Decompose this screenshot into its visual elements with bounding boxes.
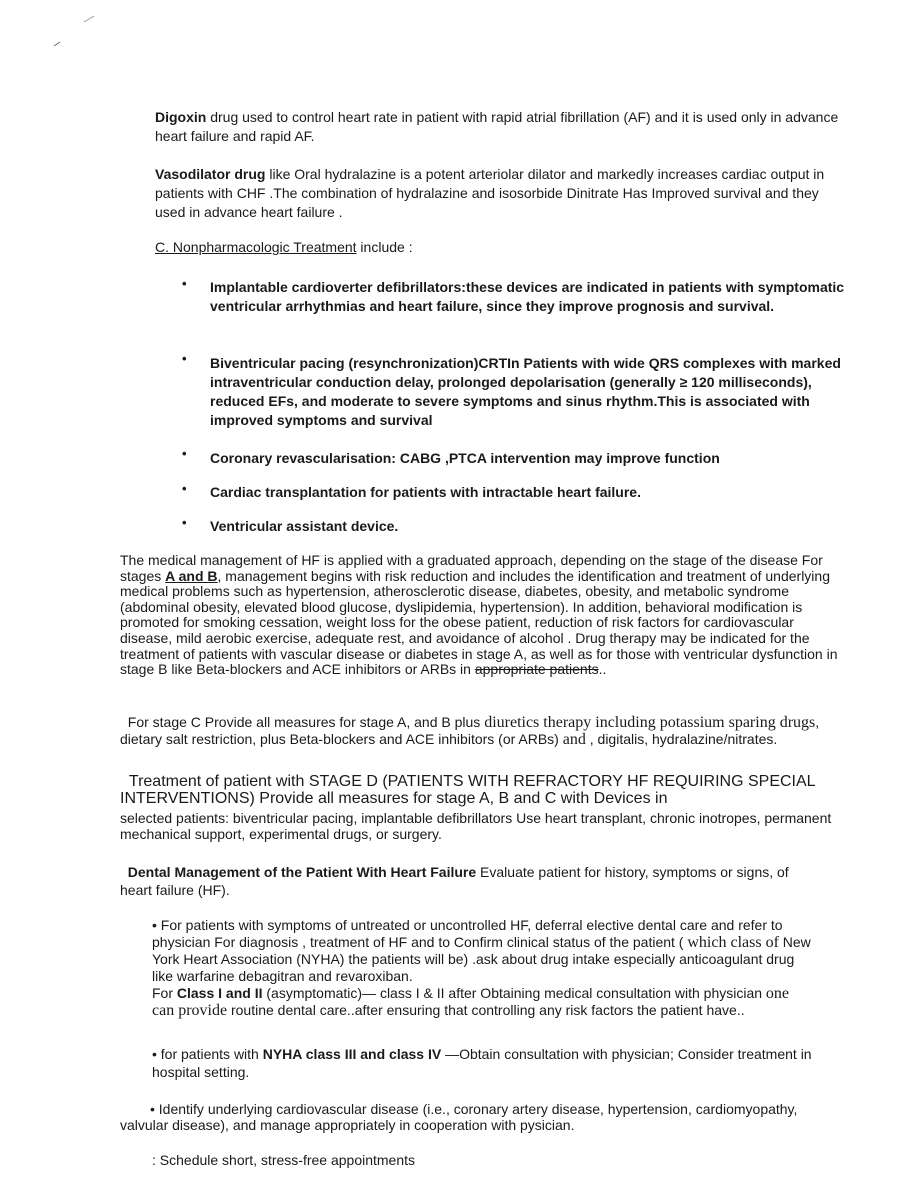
management-text-b: , management begins with risk reduction and includes the identification and treatment of underlying medical problems such as hypertension, atherosclerotic disease, diabetes, obesity, and metabolic syndrome (abdominal obesity, elevated blood glucose, dyslipidemia, hypertension). In addition, behavioral modification is promoted for smoking cessation, weight loss for the obese patient, reduction of risk factors for cardiovascular disease, mild aerobic exercise, adequate rest, and avoidance of alcohol . Drug therapy may be indicated for the treatment of patients with vascular disease or diabetes in stage A, as well as for those with ventricular dysfunction in stage B like Beta-blockers and ACE inhibitors or ARBs in bbox=[120, 567, 838, 678]
dental-b2-text-a: • for patients with bbox=[152, 1046, 263, 1062]
digoxin-term: Digoxin bbox=[155, 109, 207, 125]
bullet-dot: • bbox=[182, 481, 187, 496]
bullet-dot: • bbox=[182, 515, 187, 530]
scan-mark bbox=[44, 10, 104, 50]
list-item-icd: Implantable cardioverter defibrillators:these devices are indicated in patients with symptomatic ventricular arrhythmias and heart failure, since they improve prognosis and survival. bbox=[210, 279, 845, 314]
stage-c-serif-a: diuretics therapy including potassium sparing drugs bbox=[484, 714, 816, 731]
vasodilator-term: Vasodilator drug bbox=[155, 166, 266, 182]
stage-d-paragraph-cont bbox=[120, 810, 842, 842]
section-c-heading bbox=[155, 238, 845, 257]
stage-c-text-c: , digitalis, hydralazine/nitrates. bbox=[585, 731, 778, 747]
dental-b1-text-d: routine dental care..after ensuring that controlling any risk factors the patient have.. bbox=[227, 1002, 745, 1018]
stage-c-serif-b: and bbox=[562, 731, 586, 748]
management-text-a: The medical management of HF is applied with a graduated approach, depending on the stage of the disease For stages bbox=[120, 552, 823, 584]
stage-d-text-a: Treatment of patient with STAGE D (PATIENTS WITH REFRACTORY HF REQUIRING SPECIAL INTERVENTIONS) Provide all measures for stage A, B and C with Devices in bbox=[120, 773, 815, 807]
dental-bullet-3 bbox=[120, 1101, 810, 1133]
dental-b4-text: : Schedule short, stress-free appointments bbox=[152, 1152, 416, 1168]
list-item-crt: Biventricular pacing (resynchronization)CRTIn Patients with wide QRS complexes with marked intraventricular conduction delay, prolonged depolarisation (generally ≥ 120 milliseconds), reduced EFs, and moderate to severe symptoms and sinus rhythm.This is associated with improved symptoms and survival bbox=[210, 355, 841, 428]
stage-c-paragraph bbox=[120, 714, 842, 748]
dental-bullet-4 bbox=[152, 1151, 812, 1169]
digoxin-text: drug used to control heart rate in patient with rapid atrial fibrillation (AF) and it is used only in advance heart failure and rapid AF. bbox=[155, 109, 839, 144]
dental-b1-text-b: New York Heart Association (NYHA) the patients will be) .ask about drug intake especially anticoagulant drug like warfarine debagitran and revaroxiban. bbox=[152, 934, 811, 984]
list-item-vad: Ventricular assistant device. bbox=[210, 518, 399, 534]
stage-d-text-b: selected patients: biventricular pacing, implantable defibrillators Use heart transplant, chronic inotropes, permanent mechanical support, experimental drugs, or surgery. bbox=[120, 810, 832, 842]
management-text-end: .. bbox=[598, 661, 607, 678]
stages-a-b: A and B bbox=[165, 567, 218, 584]
digoxin-paragraph bbox=[155, 108, 845, 146]
dental-heading-rest: Evaluate patient for history, symptoms or signs, of heart failure (HF). bbox=[120, 864, 789, 898]
management-paragraph bbox=[120, 553, 842, 678]
section-c-title: C. Nonpharmacologic Treatment bbox=[155, 239, 357, 255]
section-c-suffix: include : bbox=[356, 239, 413, 255]
dental-b1-text-c: (asymptomatic)— class I & II after Obtaining medical consultation with physician bbox=[262, 985, 766, 1001]
vasodilator-text: like Oral hydralazine is a potent arteriolar dilator and markedly increases cardiac output in patients with CHF .The combination of hydralazine and isosorbide Dinitrate Has Improved survival and they used in advance heart failure . bbox=[155, 166, 825, 220]
list-item-transplantation: Cardiac transplantation for patients with intractable heart failure. bbox=[210, 484, 641, 500]
dental-b1-serif-2: one can provide bbox=[152, 985, 790, 1019]
vasodilator-paragraph bbox=[155, 165, 845, 222]
bullet-dot: • bbox=[182, 351, 187, 366]
dental-b3-text: • Identify underlying cardiovascular disease (i.e., coronary artery disease, hypertension, cardiomyopathy, valvular disease), and manage appropriately in cooperation with pysician. bbox=[120, 1101, 798, 1133]
stage-c-text-a: For stage C Provide all measures for stage A, and B plus bbox=[127, 714, 485, 730]
dental-b2-text-b: —Obtain consultation with physician; Consider treatment in hospital setting. bbox=[152, 1046, 812, 1080]
dental-nyha-3-4: NYHA class III and class IV bbox=[262, 1046, 442, 1062]
dental-bullet-1 bbox=[152, 917, 812, 1019]
stage-c-text-b: , dietary salt restriction, plus Beta-blockers and ACE inhibitors (or ARBs) bbox=[120, 714, 820, 747]
dental-bullet-2 bbox=[152, 1045, 812, 1081]
dental-class-1-2: Class I and II bbox=[176, 985, 263, 1001]
list-item-revascularisation: Coronary revascularisation: CABG ,PTCA intervention may improve function bbox=[210, 450, 720, 466]
stage-d-paragraph bbox=[120, 773, 842, 807]
struck-text: appropriate patients bbox=[474, 661, 599, 678]
dental-b1-text-a: • For patients with symptoms of untreated or uncontrolled HF, deferral elective dental care and refer to physician For diagnosis , treatment of HF and to Confirm clinical status of the patient ( bbox=[152, 917, 783, 950]
dental-b1-serif: which class of bbox=[687, 934, 779, 951]
dental-heading: Dental Management of the Patient With Heart Failure bbox=[127, 864, 477, 880]
dental-b1-for: For bbox=[152, 985, 177, 1001]
dental-heading-paragraph bbox=[120, 863, 820, 899]
bullet-dot: • bbox=[182, 446, 187, 461]
bullet-dot: • bbox=[182, 276, 187, 291]
